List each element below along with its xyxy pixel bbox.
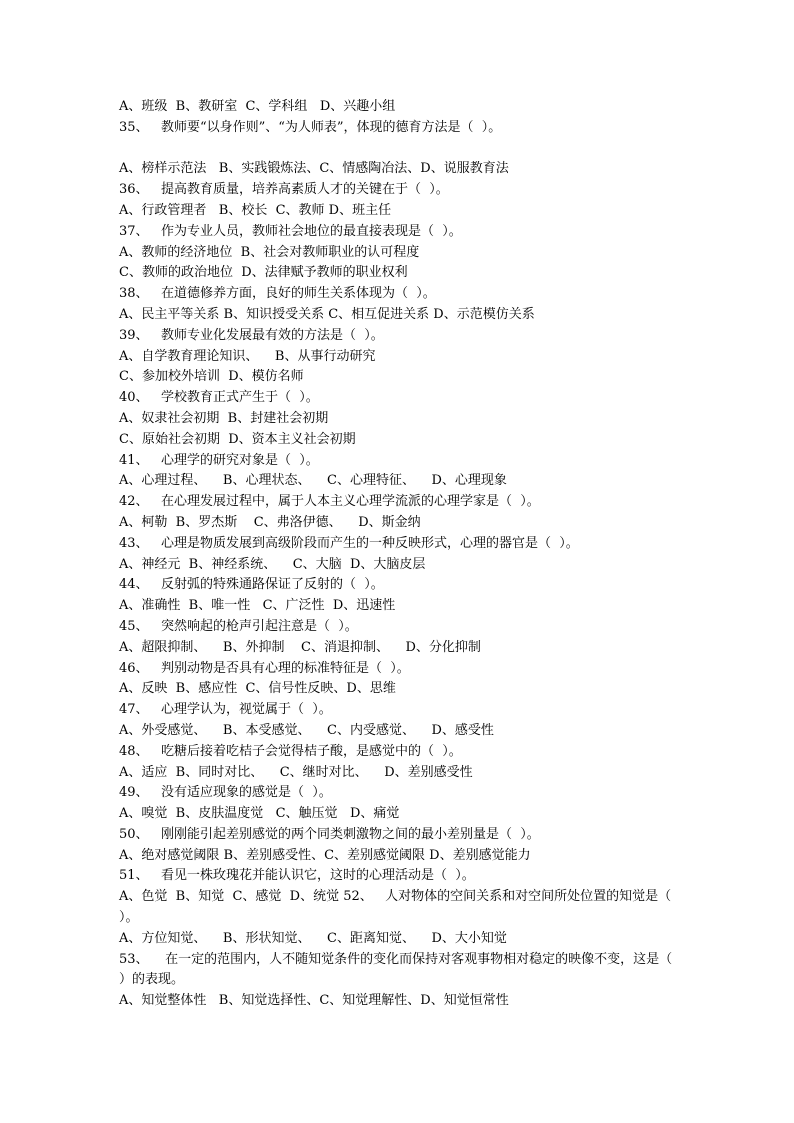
answer-options-40a: A、奴隶社会初期 B、封建社会初期 [119,410,329,426]
question-46: 46、 判别动物是否具有心理的标准特征是（ ）。 [119,660,410,676]
answer-options-50: A、绝对感觉阈限 B、差别感受性、C、差别感觉阈限 D、差别感觉能力 [119,847,531,863]
answer-options-38: A、民主平等关系 B、知识授受关系 C、相互促进关系 D、示范模仿关系 [119,306,535,322]
question-37: 37、 作为专业人员，教师社会地位的最直接表现是（ ）。 [119,223,462,239]
question-43: 43、 心理是物质发展到高级阶段而产生的一种反映形式，心理的器官是（ ）。 [119,535,579,551]
question-42: 42、 在心理发展过程中，属于人本主义心理学流派的心理学家是（ ）。 [119,494,540,510]
answer-options-49: A、嗅觉 B、皮肤温度觉 C、触压觉 D、痛觉 [119,806,400,822]
question-38: 38、 在道德修养方面，良好的师生关系体现为（ ）。 [119,286,436,302]
answer-options-44: A、准确性 B、唯一性 C、广泛性 D、迅速性 [119,598,396,614]
answer-options-40b: C、原始社会初期 D、资本主义社会初期 [119,431,356,447]
question-50: 50、 刚刚能引起差别感觉的两个同类刺激物之间的最小差别量是（ ）。 [119,826,540,842]
answer-options-35: A、榜样示范法 B、实践锻炼法、C、情感陶冶法、D、说服教育法 [119,161,509,177]
question-51: 51、 看见一株玫瑰花并能认识它，这时的心理活动是（ ）。 [119,868,475,884]
answer-options-53: A、知觉整体性 B、知觉选择性、C、知觉理解性、D、知觉恒常性 [119,993,509,1009]
question-45: 45、 突然响起的枪声引起注意是（ ）。 [119,618,358,634]
answer-options-43: A、神经元 B、神经系统、 C、大脑 D、大脑皮层 [119,556,426,572]
answer-options-34: A、班级 B、教研室 C、学科组 D、兴趣小组 [119,99,396,114]
answer-options-41: A、心理过程、 B、心理状态、 C、心理特征、 D、心理现象 [119,473,507,489]
question-39: 39、 教师专业化发展最有效的方法是（ ）。 [119,327,384,343]
answer-options-36: A、行政管理者 B、校长 C、教师 D、班主任 [119,202,392,218]
answer-options-42: A、柯勒 B、罗杰斯 C、弗洛伊德、 D、斯金纳 [119,514,421,530]
blank-line [119,139,679,160]
question-53: 53、 在一定的范围内，人不随知觉条件的变化而保持对客观事物相对稳定的映像不变，这是（ ）的表现。 [119,951,681,988]
answer-options-46: A、反映 B、感应性 C、信号性反映、D、思维 [119,681,396,697]
question-47: 47、 心理学认为，视觉属于（ ）。 [119,702,332,718]
answer-options-51-question-52: A、色觉 B、知觉 C、感觉 D、统觉 52、 人对物体的空间关系和对空间所处位置的知觉是（ ）。 [119,889,680,926]
document-page [119,97,679,1012]
answer-options-39b: C、参加校外培训 D、模仿名师 [119,369,304,385]
answer-options-45: A、超限抑制、 B、外抑制 C、消退抑制、 D、分化抑制 [119,639,481,655]
question-35: 35、 教师要“以身作则”、“为人师表”，体现的德育方法是（ ）。 [119,119,502,135]
answer-options-37b: C、教师的政治地位 D、法律赋予教师的职业权利 [119,265,408,281]
question-48: 48、 吃糖后接着吃桔子会觉得桔子酸，是感觉中的（ ）。 [119,743,462,759]
answer-options-47: A、外受感觉、 B、本受感觉、 C、内受感觉、 D、感受性 [119,722,494,738]
answer-options-39a: A、自学教育理论知识、 B、从事行动研究 [119,348,376,364]
question-49: 49、 没有适应现象的感觉是（ ）。 [119,785,332,801]
question-36: 36、 提高教育质量，培养高素质人才的关键在于（ ）。 [119,182,449,198]
question-40: 40、 学校教育正式产生于（ ）。 [119,390,319,406]
question-41: 41、 心理学的研究对象是（ ）。 [119,452,319,468]
answer-options-52: A、方位知觉、 B、形状知觉、 C、距离知觉、 D、大小知觉 [119,930,507,946]
question-44: 44、 反射弧的特殊通路保证了反射的（ ）。 [119,577,384,593]
answer-options-48: A、适应 B、同时对比、 C、继时对比、 D、差别感受性 [119,764,473,780]
answer-options-37a: A、教师的经济地位 B、社会对教师职业的认可程度 [119,244,420,260]
